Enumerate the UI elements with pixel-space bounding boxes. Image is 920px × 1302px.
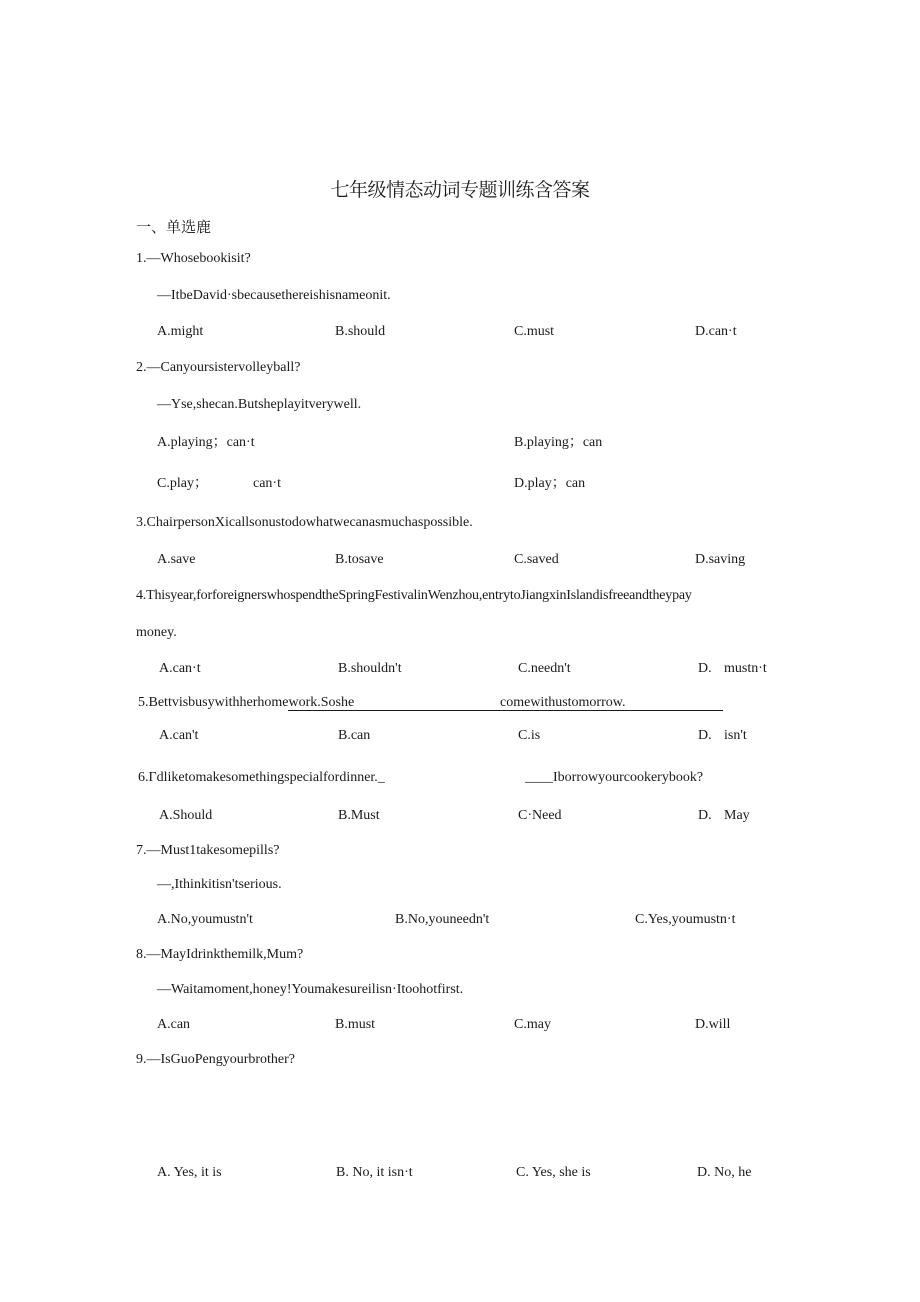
option-b: B. No, it isn·t xyxy=(336,1165,413,1180)
option-c: C.Yes,youmustn·t xyxy=(635,912,736,927)
option-b: B.can xyxy=(338,728,371,743)
option-d: D.can·t xyxy=(695,324,737,339)
option-d: D.play；can xyxy=(514,476,586,491)
question-line: —Yse,shecan.Butsheplayitverywell. xyxy=(157,397,362,412)
option-a: A.can't xyxy=(159,728,199,743)
option-d-letter: D. xyxy=(698,728,712,743)
option-a: A.No,youmustn't xyxy=(157,912,253,927)
question-line: money. xyxy=(136,625,177,640)
option-a: A.save xyxy=(157,552,196,567)
page-title: 七年级情态动词专题训练含答案 xyxy=(330,179,590,201)
option-a: A.playing；can·t xyxy=(157,435,255,450)
option-c: C.is xyxy=(518,728,541,743)
option-a: A.can xyxy=(157,1017,191,1032)
question-line: —Waitamoment,honey!Youmakesureilisn·Itoohotfirst. xyxy=(157,982,464,997)
option-a: A.can·t xyxy=(159,661,201,676)
option-b: B.must xyxy=(335,1017,376,1032)
option-b: B.Must xyxy=(338,808,380,823)
question-line: —ItbeDavid·sbecausethereishisnameonit. xyxy=(157,288,391,303)
option-c: C·Need xyxy=(518,808,562,823)
question-stem: 4.Thisyear,forforeignerswhospendtheSpringFestivalinWenzhou,entrytoJiangxinIslandisfreeandtheypay xyxy=(136,588,692,603)
option-c: C.must xyxy=(514,324,555,339)
option-d-letter: D. xyxy=(698,661,712,676)
question-stem: 7.—Must1takesomepills? xyxy=(136,843,280,858)
option-d: D.will xyxy=(695,1017,731,1032)
question-stem: 6.Γdliketomakesomethingspecialfordinner._ xyxy=(138,770,385,785)
option-c: C.saved xyxy=(514,552,559,567)
option-c: C.may xyxy=(514,1017,551,1032)
question-stem: 8.—MayIdrinkthemilk,Mum? xyxy=(136,947,304,962)
option-d: mustn·t xyxy=(724,661,767,676)
option-c: C.play； xyxy=(157,476,208,491)
option-b: B.playing；can xyxy=(514,435,603,450)
question-stem: 5.Bettvisbusywithherhomework.Soshe xyxy=(138,695,355,710)
option-b: B.No,youneedn't xyxy=(395,912,490,927)
option-c-word: can·t xyxy=(253,476,281,491)
option-c: C. Yes, she is xyxy=(516,1165,591,1180)
option-b: B.shouldn't xyxy=(338,661,402,676)
option-a: A.might xyxy=(157,324,204,339)
question-stem: 2.—Canyoursistervolleyball? xyxy=(136,360,301,375)
question-stem-end: ____Iborrowyourcookerybook? xyxy=(525,770,704,785)
blank-space xyxy=(136,1085,776,1155)
option-b: B.should xyxy=(335,324,386,339)
question-stem: 9.—IsGuoPengyourbrother? xyxy=(136,1052,296,1067)
option-d-letter: D. xyxy=(698,808,712,823)
question-stem-end: comewithustomorrow. xyxy=(500,695,626,710)
option-d: isn't xyxy=(724,728,747,743)
option-b: B.tosave xyxy=(335,552,384,567)
option-d: May xyxy=(724,808,750,823)
question-line: —,Ithinkitisn'tserious. xyxy=(157,877,282,892)
section-heading: 一、单选鹿 xyxy=(136,218,212,236)
option-d: D. No, he xyxy=(697,1165,752,1180)
option-a: A. Yes, it is xyxy=(157,1165,222,1180)
question-stem: 3.ChairpersonXicallsonustodowhatwecanasmuchaspossible. xyxy=(136,515,473,530)
option-a: A.Should xyxy=(159,808,213,823)
option-c: C.needn't xyxy=(518,661,571,676)
question-stem: 1.—Whosebookisit? xyxy=(136,251,251,266)
option-d: D.saving xyxy=(695,552,746,567)
